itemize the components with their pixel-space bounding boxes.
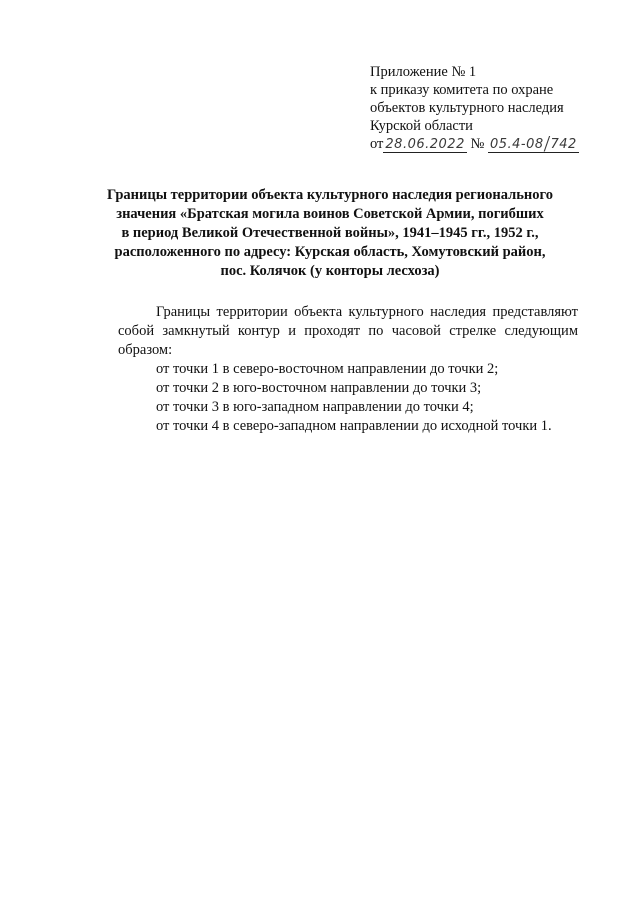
appendix-region: Курской области: [370, 118, 473, 134]
appendix-order-ref: к приказу комитета по охране: [370, 82, 554, 98]
appendix-date-number-line: [370, 135, 620, 153]
intro-paragraph: Границы территории объекта культурного наследия представляют собой замкнутый контур и проходят по часовой стрелке следующим образом:: [118, 304, 578, 358]
appendix-block: [370, 63, 620, 153]
title-line-3: в период Великой Отечественной войны», 1941–1945 гг., 1952 г.,: [121, 225, 539, 241]
title-line-1: Границы территории объекта культурного наследия регионального: [107, 187, 553, 203]
title-line-2: значения «Братская могила воинов Советской Армии, погибших: [116, 206, 544, 222]
title-line-4: расположенного по адресу: Курская область, Хомутовский район,: [114, 244, 546, 260]
document-body: [118, 303, 578, 436]
boundary-item-1: от точки 1 в северо-восточном направлении до точки 2;: [156, 361, 499, 377]
appendix-committee: объектов культурного наследия: [370, 100, 564, 116]
order-number-part-a: 05.4-08: [489, 137, 544, 152]
number-prefix: №: [470, 136, 485, 152]
title-line-5: пос. Колячок (у конторы лесхоза): [220, 263, 440, 279]
boundary-item-3: от точки 3 в юго-западном направлении до точки 4;: [156, 399, 474, 415]
date-prefix: от: [370, 136, 384, 152]
order-number: 05.4-08/742: [489, 134, 577, 155]
boundary-item-4: от точки 4 в северо-западном направлении до исходной точки 1.: [156, 418, 552, 434]
appendix-number: Приложение № 1: [370, 64, 477, 80]
boundary-item-2: от точки 2 в юго-восточном направлении до точки 3;: [156, 380, 482, 396]
order-date: 28.06.2022: [385, 137, 465, 152]
order-number-part-b: 742: [550, 137, 577, 152]
document-title: [90, 186, 570, 281]
